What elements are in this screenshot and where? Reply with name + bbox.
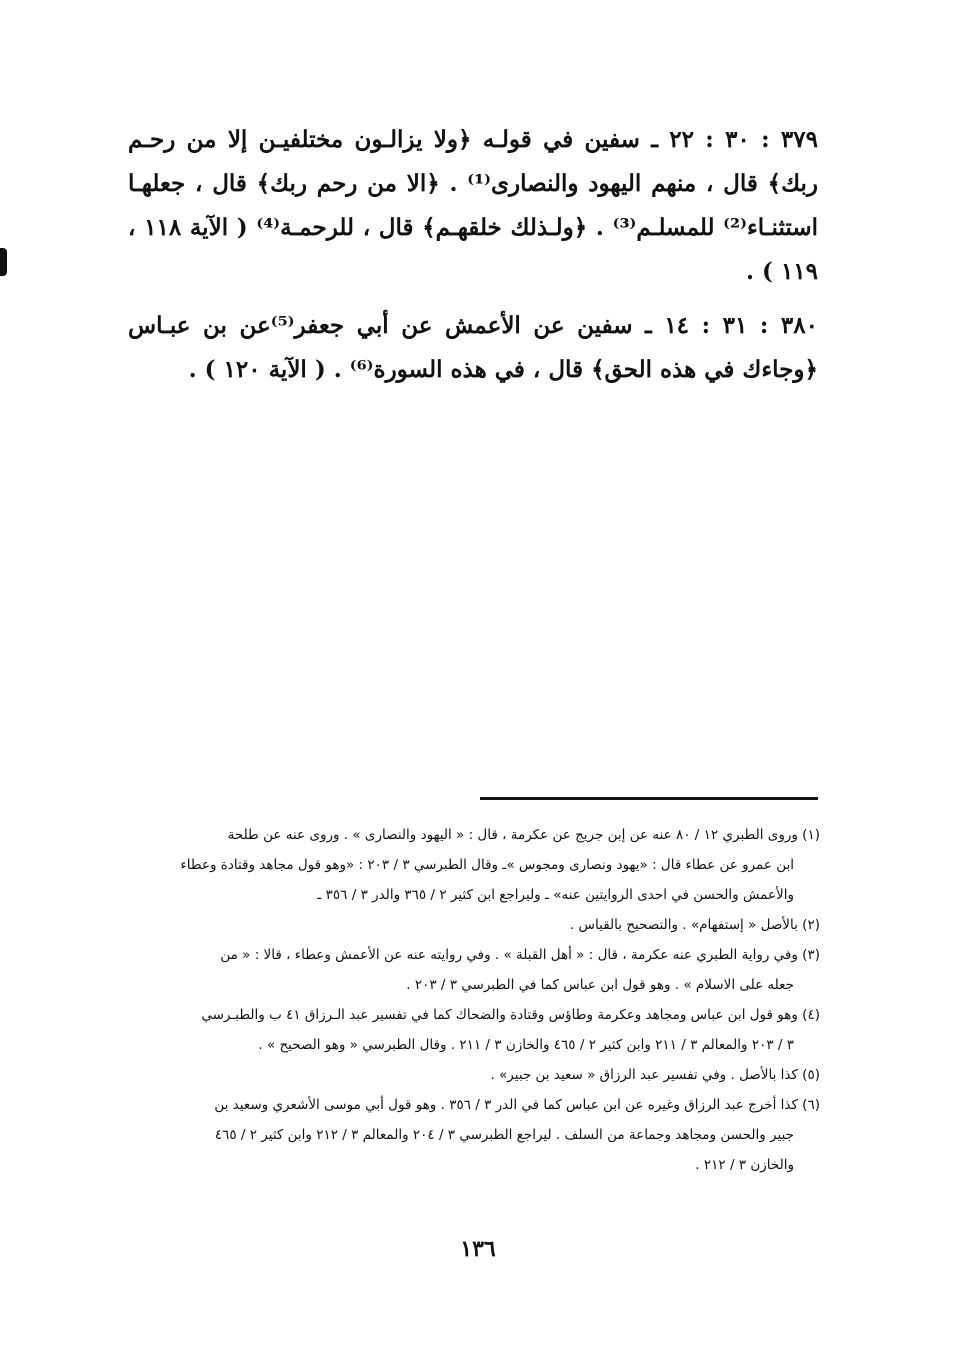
footnote-line: (٦) كذا أخرج عبد الرزاق وغيره عن ابن عباس كما في الدر ٣ / ٣٥٦ . وهو قول أبي موسى الأشعري وسعيد بن bbox=[214, 1097, 820, 1113]
footnote-line: والخازن ٣ / ٢١٢ . bbox=[695, 1157, 794, 1173]
footnotes-section bbox=[130, 820, 820, 1180]
footnote-6 bbox=[130, 1090, 820, 1180]
page-number: ١٣٦ bbox=[460, 1236, 496, 1262]
footnote-line: (٤) وهو قول ابن عباس ومجاهد وعكرمة وطاؤس وقتادة والضحاك كما في تفسير عبد الـرزاق ٤١ ب والطبـرسي bbox=[201, 1007, 820, 1023]
entry-379-paragraph: ٣٧٩ : ٣٠ : ٢٢ ـ سفين في قولـه ﴿ولا يزالـون مختلفيـن إلا من رحـم ربك﴾ قال ، منهم اليهود والنصارى⁽¹⁾ . ﴿الا من رحم ربك﴾ قال ، جعلهـا استثنـاء⁽²⁾ للمسلـم⁽³⁾ . ﴿ولـذلك خلقهـم﴾ قال ، للرحمـة⁽⁴⁾ ( الآية ١١٨ ، ١١٩ ) . bbox=[128, 126, 819, 285]
footnote-4 bbox=[130, 1000, 820, 1060]
footnote-3 bbox=[130, 940, 820, 1000]
footnote-2 bbox=[130, 910, 820, 940]
footnote-line: جبير والحسن ومجاهد وجماعة من السلف . ليراجع الطبرسي ٣ / ٢٠٤ والمعالم ٣ / ٢١٢ وابن كثير ٢ / ٤٦٥ bbox=[214, 1127, 794, 1143]
footnote-line: (٥) كذا بالأصل . وفي تفسير عبد الرزاق « سعيد بن جبير» . bbox=[490, 1067, 820, 1083]
footnote-line: جعله على الاسلام » . وهو قول ابن عباس كما في الطبرسي ٣ / ٢٠٣ . bbox=[406, 977, 794, 993]
footnote-line: (١) وروى الطبري ١٢ / ٨٠ عنه عن إبن جريج عن عكرمة ، قال : « اليهود والنصارى » . وروى عنه عن طلحة bbox=[227, 827, 820, 843]
footnote-1 bbox=[130, 820, 820, 910]
footnote-line: (٣) وفي رواية الطبري عنه عكرمة ، قال : « أهل القبلة » . وفي روايته عنه عن الأعمش وعطاء ، قالا : « من bbox=[220, 947, 820, 963]
page-edge-mark bbox=[0, 248, 7, 276]
entry-380-paragraph: ٣٨٠ : ٣١ : ١٤ ـ سفين عن الأعمش عن أبي جعفر⁽⁵⁾عن بن عبـاس ﴿وجاءك في هذه الحق﴾ قال ، في هذه السورة⁽⁶⁾ . ( الآية ١٢٠ ) . bbox=[128, 312, 818, 383]
footnote-5 bbox=[130, 1060, 820, 1090]
footnote-line: ابن عمرو عن عطاء قال : «يهود ونصارى ومجوس »ـ وقال الطبرسي ٣ / ٢٠٣ : «وهو قول مجاهد وقتادة وعطاء bbox=[180, 857, 794, 873]
footnote-line: ٣ / ٢٠٣ والمعالم ٣ / ٢١١ وابن كثير ٢ / ٤٦٥ والخازن ٣ / ٢١١ . وقال الطبرسي « وهو الصحيح » . bbox=[258, 1037, 794, 1053]
footnote-line: (٢) بالأصل « إستفهام» . والتصحيح بالقياس . bbox=[569, 917, 820, 933]
footnote-line: والأعمش والحسن في احدى الروايتين عنه» ـ وليراجع ابن كثير ٢ / ٣٦٥ والدر ٣ / ٣٥٦ ـ bbox=[317, 887, 794, 903]
footnote-separator bbox=[480, 797, 818, 800]
